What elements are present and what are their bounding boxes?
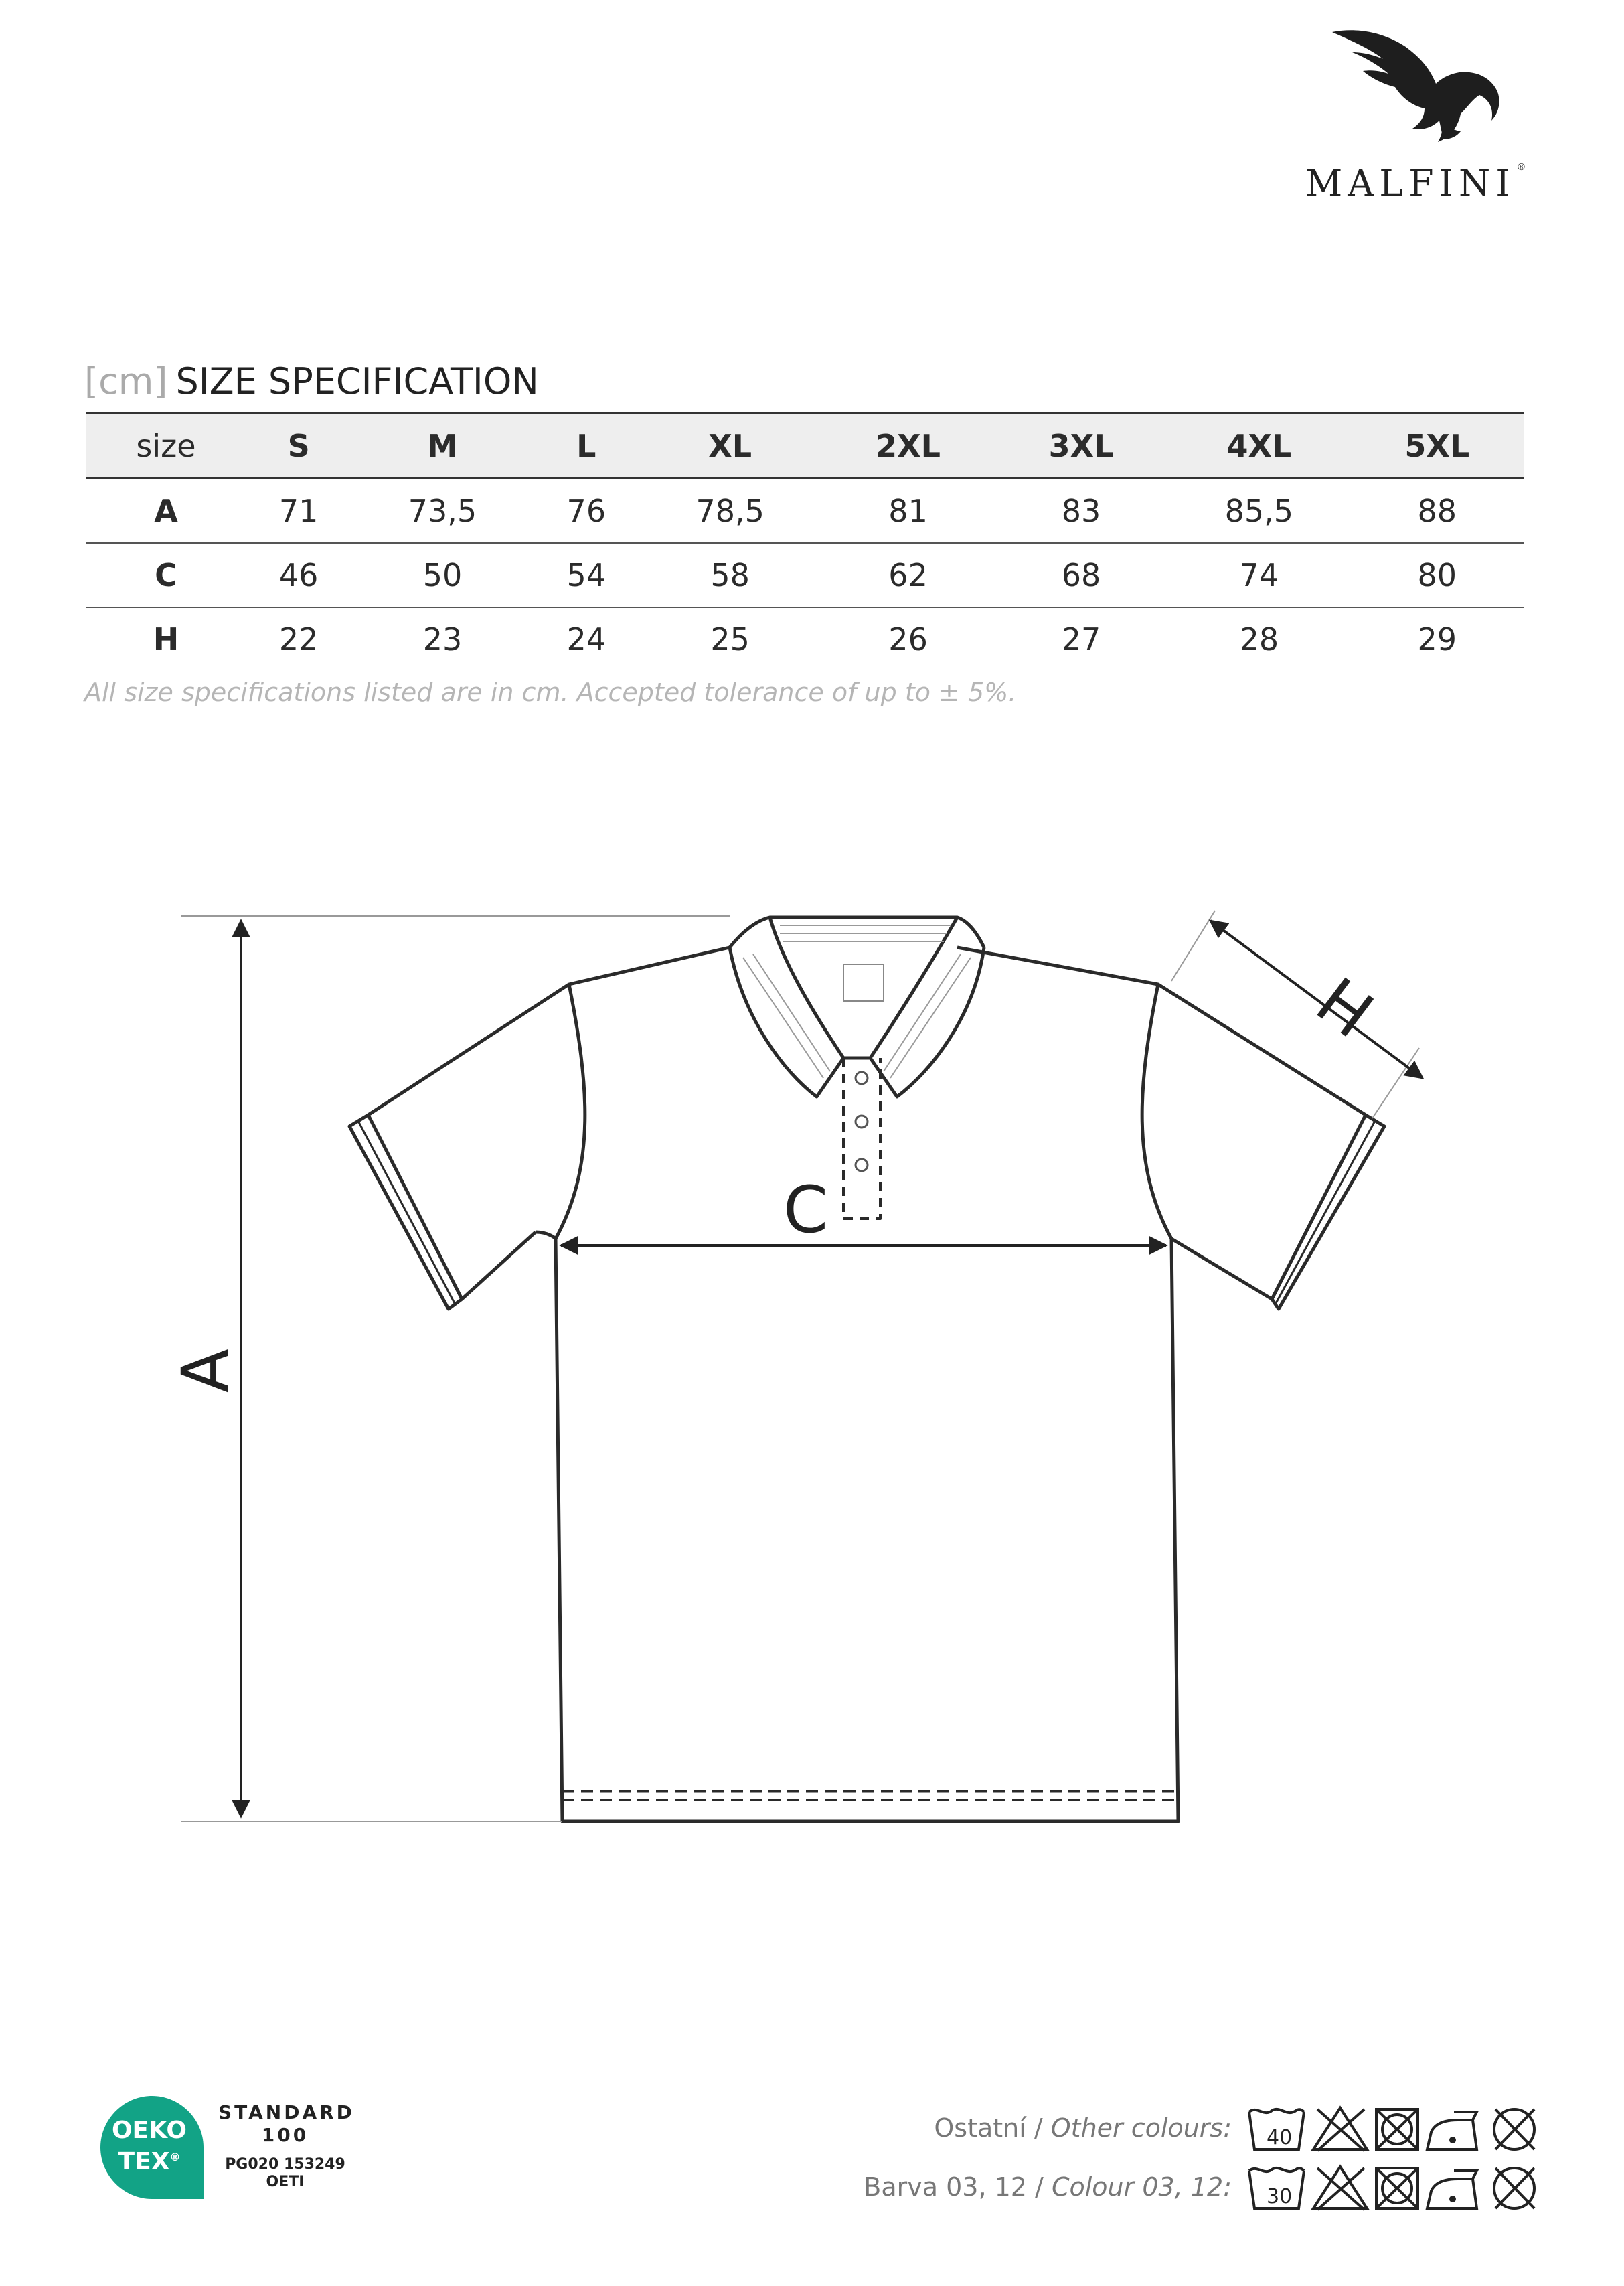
table-cell: A — [86, 479, 246, 544]
header-cell: 5XL — [1351, 414, 1524, 479]
dimension-label-a: A — [168, 1349, 243, 1393]
malfini-logo — [1305, 20, 1546, 204]
iron-icon — [1427, 2171, 1477, 2208]
table-cell: 62 — [821, 543, 994, 607]
table-cell: 25 — [710, 621, 750, 658]
care-label-other — [857, 2113, 1232, 2143]
no-bleach-icon — [1313, 2167, 1367, 2210]
table-cell: 71 — [246, 479, 351, 544]
oeko-line1: OEKO — [111, 2117, 187, 2144]
dimension-label-c: C — [783, 1172, 829, 1247]
care-label-other-cz: Ostatní / — [934, 2113, 1051, 2143]
wash-temperature: 40 — [1267, 2126, 1293, 2149]
table-cell: 46 — [246, 543, 351, 607]
iron-icon — [1427, 2112, 1477, 2149]
oeko-standard-label: STANDARD — [218, 2101, 355, 2123]
no-tumble-dry-icon — [1376, 2109, 1418, 2149]
wash-icon — [1249, 2168, 1304, 2208]
header-cell: 2XL — [821, 414, 994, 479]
table-cell: 58 — [639, 543, 821, 607]
table-cell: H — [153, 621, 179, 658]
table-cell: 24 — [566, 621, 606, 658]
polo-shirt-diagram — [154, 884, 1479, 1848]
table-cell: 85,5 — [1167, 479, 1350, 544]
wash-temperature: 30 — [1267, 2185, 1293, 2208]
title-text: SIZE SPECIFICATION — [175, 360, 539, 402]
page-title — [84, 360, 539, 402]
oeko-institute: OETI — [266, 2174, 305, 2190]
table-cell: 73,5 — [351, 479, 534, 544]
no-tumble-dry-icon — [1376, 2168, 1418, 2208]
brand-name: MALFINI — [1305, 162, 1516, 204]
care-label-colour-en: Colour 03, 12: — [1051, 2172, 1232, 2202]
eagle-icon — [1319, 20, 1533, 161]
table-cell: 68 — [995, 543, 1167, 607]
dimension-label-h: H — [1303, 963, 1387, 1053]
table-cell: 23 — [422, 621, 463, 658]
table-cell: C — [86, 543, 246, 607]
table-cell: 88 — [1351, 479, 1524, 544]
care-label-colour-cz: Barva 03, 12 / — [864, 2172, 1052, 2202]
no-dry-clean-icon — [1494, 2109, 1534, 2149]
no-dry-clean-icon — [1494, 2168, 1534, 2208]
table-cell: 81 — [821, 479, 994, 544]
size-table — [86, 412, 1524, 671]
table-cell: 54 — [534, 543, 639, 607]
oeko-registered: ® — [169, 2151, 181, 2163]
table-cell: 83 — [995, 479, 1167, 544]
table-cell: 22 — [278, 621, 319, 658]
table-cell: 80 — [1351, 543, 1524, 607]
table-cell: 74 — [1167, 543, 1350, 607]
table-cell: 78,5 — [639, 479, 821, 544]
header-cell: 4XL — [1167, 414, 1350, 479]
oeko-line2: TEX — [118, 2148, 170, 2176]
oeko-standard — [218, 2101, 355, 2147]
table-cell: 26 — [888, 621, 928, 658]
table-cell: 27 — [1061, 621, 1101, 658]
table-row — [86, 479, 1524, 544]
care-icons-other — [1245, 2103, 1553, 2156]
table-header-row — [86, 414, 1524, 479]
header-cell: size — [86, 414, 246, 479]
oeko-standard-number: 100 — [261, 2124, 309, 2146]
table-row — [86, 543, 1524, 607]
header-cell: L — [534, 414, 639, 479]
oeko-certificate-code: PG020 153249 — [225, 2156, 345, 2173]
oeko-certificate — [218, 2156, 352, 2191]
table-cell: 29 — [1417, 621, 1457, 658]
header-cell: S — [246, 414, 351, 479]
care-icons-colour — [1245, 2161, 1553, 2215]
care-label-other-en: Other colours: — [1050, 2113, 1232, 2143]
header-cell: 3XL — [995, 414, 1167, 479]
table-row — [86, 607, 1524, 671]
tolerance-note: All size specifications listed are in cm. Accepted tolerance of up to ± 5%. — [84, 678, 1017, 707]
oeko-tex-wordmark — [99, 2117, 199, 2176]
table-cell: 50 — [351, 543, 534, 607]
polo-shirt-drawing — [154, 884, 1479, 1848]
registered-mark: ® — [1516, 162, 1526, 173]
no-bleach-icon — [1313, 2108, 1367, 2151]
header-cell: M — [351, 414, 534, 479]
table-cell: 28 — [1239, 621, 1279, 658]
care-label-colour — [857, 2172, 1232, 2202]
table-cell: 76 — [534, 479, 639, 544]
header-cell: XL — [639, 414, 821, 479]
unit-label: [cm] — [84, 360, 168, 402]
wash-icon — [1249, 2109, 1304, 2149]
